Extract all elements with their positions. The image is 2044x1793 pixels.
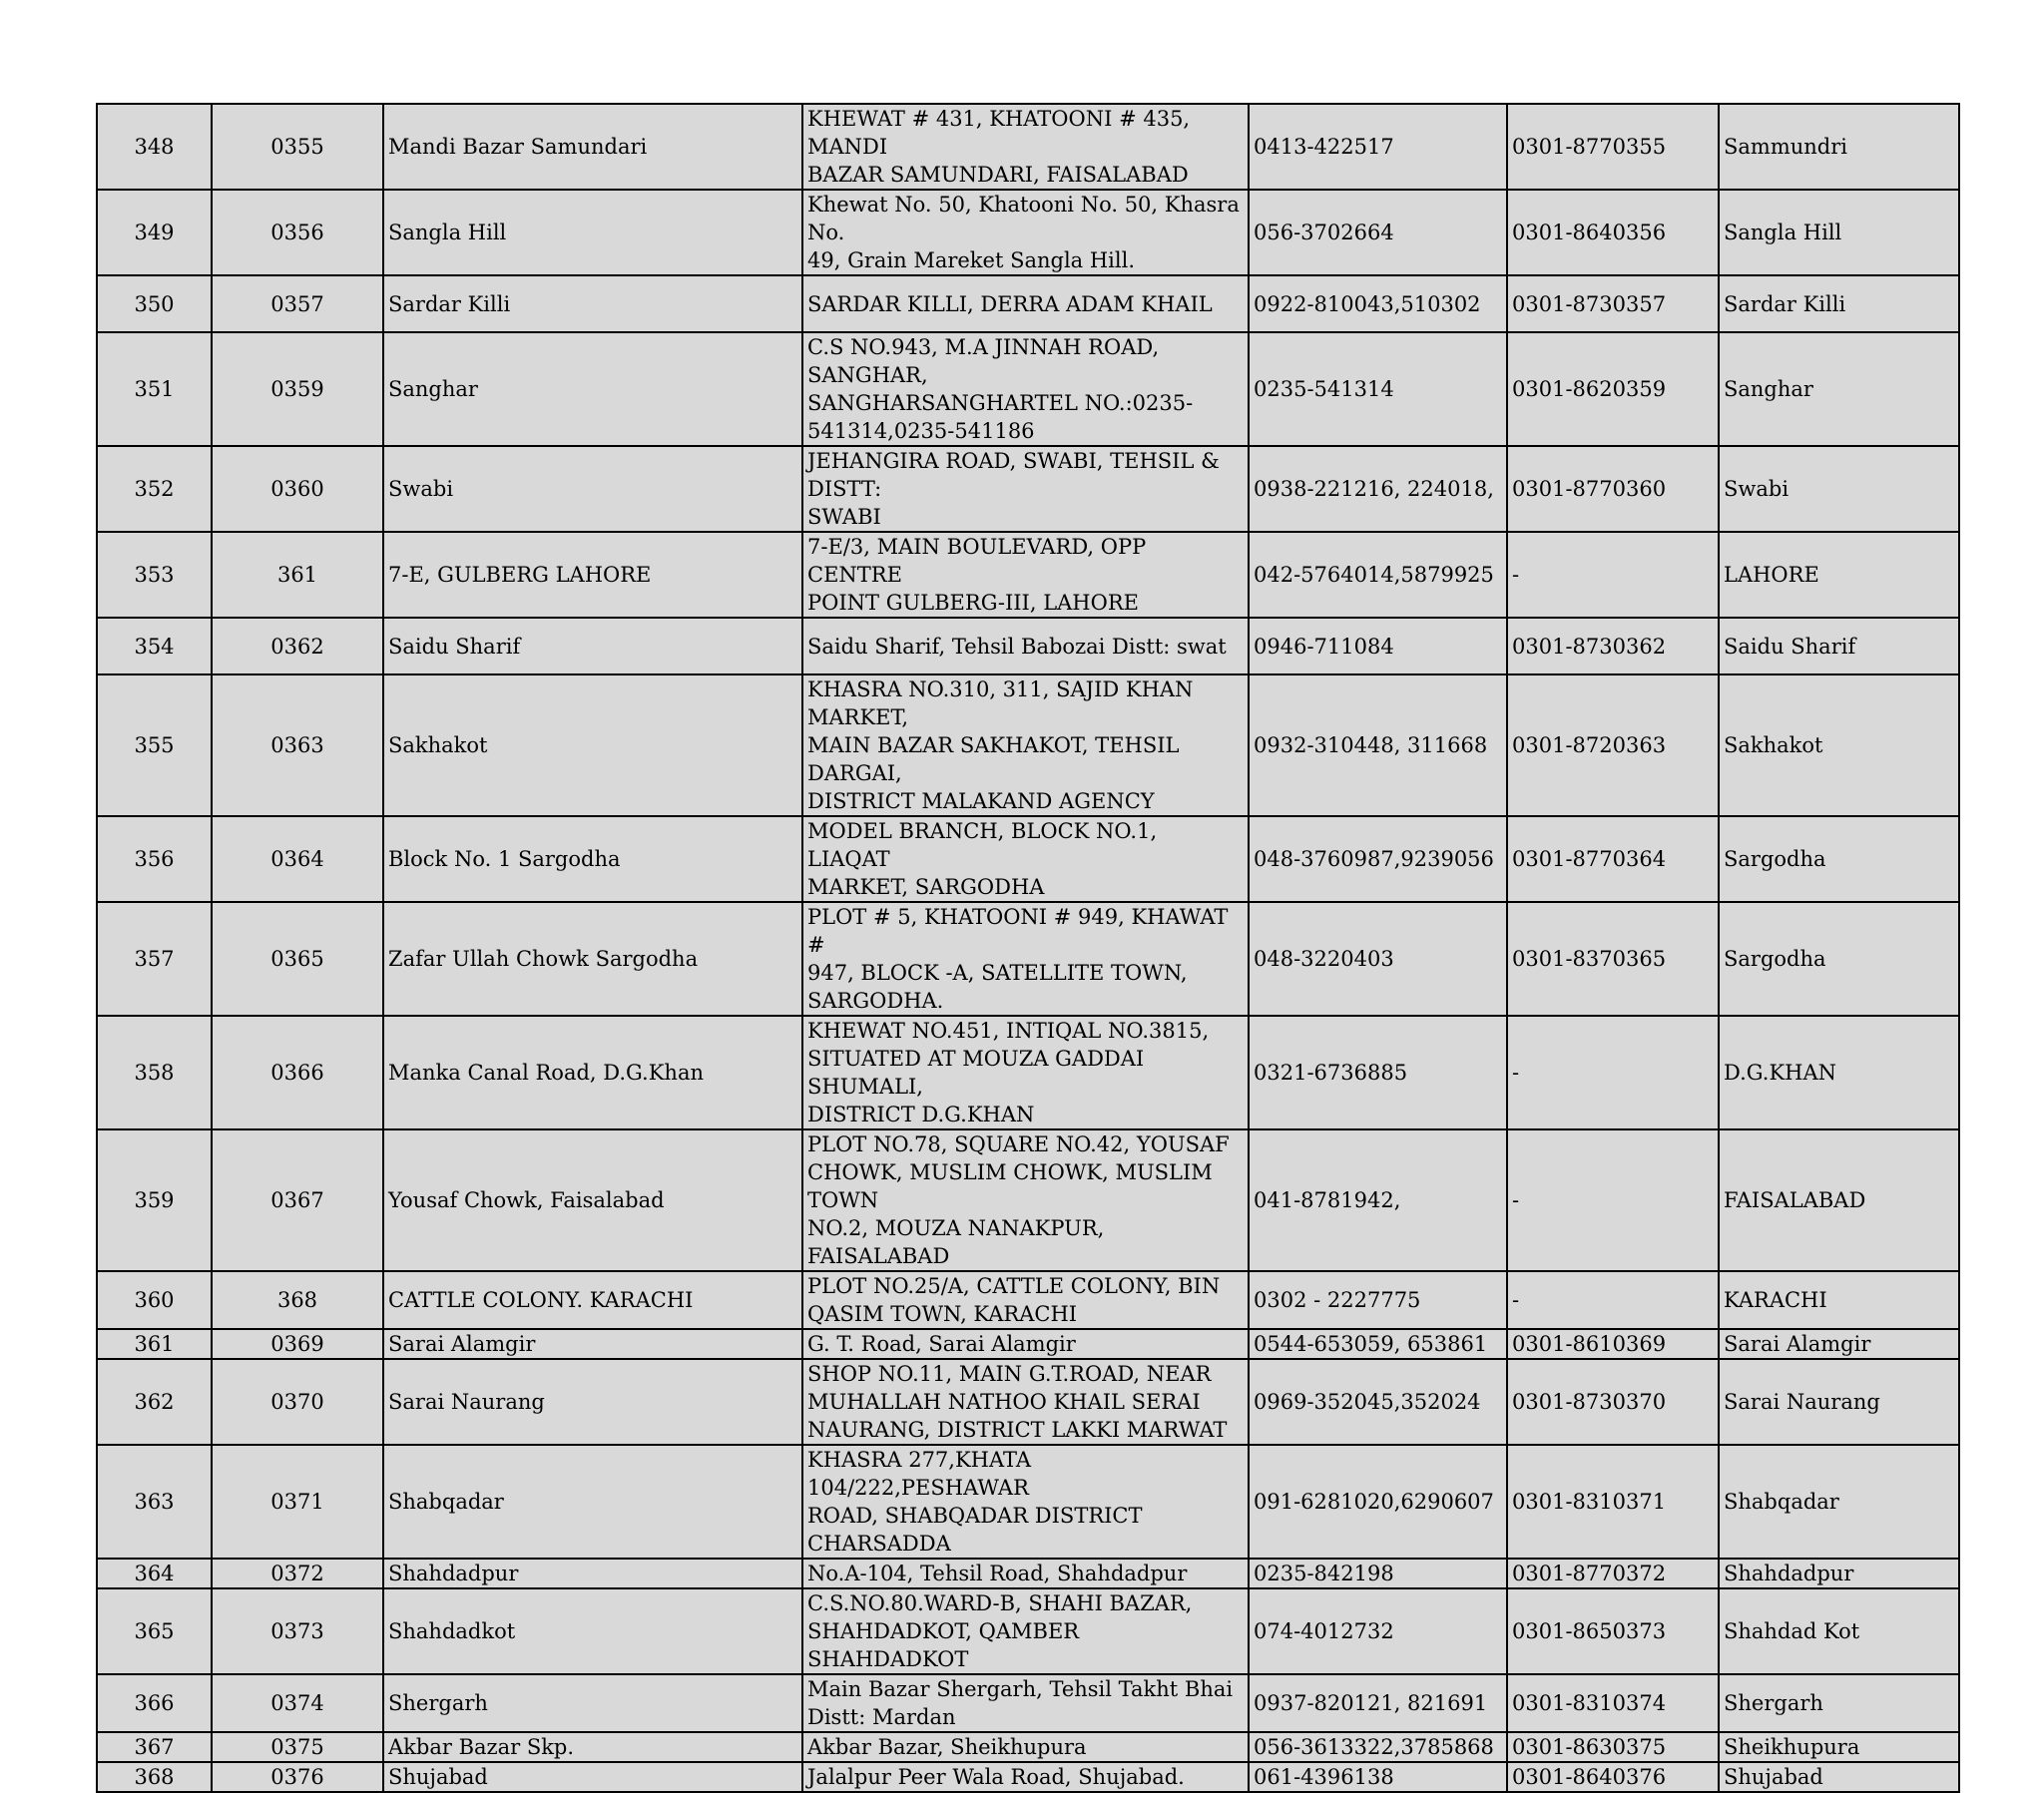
address-cell: Jalalpur Peer Wala Road, Shujabad. — [802, 1762, 1249, 1792]
branch-name-cell: Shahdadpur — [383, 1559, 802, 1588]
table-row — [97, 446, 1959, 532]
branch-code-cell: 0359 — [212, 332, 383, 446]
table-body — [97, 104, 1959, 1792]
address-cell: SARDAR KILLI, DERRA ADAM KHAIL — [802, 275, 1249, 332]
phone-cell: 042-5764014,5879925 — [1249, 532, 1507, 618]
table-row — [97, 816, 1959, 902]
address-cell: MODEL BRANCH, BLOCK NO.1, LIAQAT MARKET, SARGODHA — [802, 816, 1249, 902]
address-cell: PLOT NO.25/A, CATTLE COLONY, BIN QASIM TOWN, KARACHI — [802, 1271, 1249, 1329]
phone-cell: 0946-711084 — [1249, 618, 1507, 674]
branch-name-cell: Shujabad — [383, 1762, 802, 1792]
serial-number-cell: 363 — [97, 1445, 212, 1559]
branch-name-cell: Sanghar — [383, 332, 802, 446]
branch-name-cell: Swabi — [383, 446, 802, 532]
city-cell: Swabi — [1719, 446, 1959, 532]
phone-cell: 056-3613322,3785868 — [1249, 1732, 1507, 1762]
serial-number-cell: 349 — [97, 190, 212, 275]
branch-code-cell: 0374 — [212, 1674, 383, 1732]
phone-cell: 0413-422517 — [1249, 104, 1507, 190]
branch-name-cell: CATTLE COLONY. KARACHI — [383, 1271, 802, 1329]
table-row — [97, 1329, 1959, 1359]
branch-code-cell: 0375 — [212, 1732, 383, 1762]
branch-code-cell: 0362 — [212, 618, 383, 674]
serial-number-cell: 351 — [97, 332, 212, 446]
table-row — [97, 1674, 1959, 1732]
branch-code-cell: 0365 — [212, 902, 383, 1016]
branch-name-cell: Sarai Alamgir — [383, 1329, 802, 1359]
mobile-cell: 0301-8720363 — [1507, 674, 1719, 816]
mobile-cell: 0301-8770355 — [1507, 104, 1719, 190]
mobile-cell: 0301-8620359 — [1507, 332, 1719, 446]
table-row — [97, 332, 1959, 446]
branch-table — [96, 103, 1960, 1793]
address-cell: SHOP NO.11, MAIN G.T.ROAD, NEAR MUHALLAH NATHOO KHAIL SERAI NAURANG, DISTRICT LAKKI MARWAT — [802, 1359, 1249, 1445]
serial-number-cell: 353 — [97, 532, 212, 618]
branch-name-cell: Zafar Ullah Chowk Sargodha — [383, 902, 802, 1016]
branch-name-cell: Block No. 1 Sargodha — [383, 816, 802, 902]
mobile-cell: 0301-8770360 — [1507, 446, 1719, 532]
branch-name-cell: 7-E, GULBERG LAHORE — [383, 532, 802, 618]
address-cell: Khewat No. 50, Khatooni No. 50, Khasra No. 49, Grain Mareket Sangla Hill. — [802, 190, 1249, 275]
city-cell: Shergarh — [1719, 1674, 1959, 1732]
table-row — [97, 1271, 1959, 1329]
city-cell: KARACHI — [1719, 1271, 1959, 1329]
branch-name-cell: Saidu Sharif — [383, 618, 802, 674]
mobile-cell: - — [1507, 1129, 1719, 1271]
branch-code-cell: 0372 — [212, 1559, 383, 1588]
phone-cell: 0544-653059, 653861 — [1249, 1329, 1507, 1359]
branch-name-cell: Shergarh — [383, 1674, 802, 1732]
table-row — [97, 275, 1959, 332]
serial-number-cell: 367 — [97, 1732, 212, 1762]
city-cell: Sakhakot — [1719, 674, 1959, 816]
city-cell: D.G.KHAN — [1719, 1016, 1959, 1129]
address-cell: Saidu Sharif, Tehsil Babozai Distt: swat — [802, 618, 1249, 674]
mobile-cell: - — [1507, 1016, 1719, 1129]
city-cell: Sargodha — [1719, 902, 1959, 1016]
branch-code-cell: 0370 — [212, 1359, 383, 1445]
phone-cell: 0932-310448, 311668 — [1249, 674, 1507, 816]
branch-name-cell: Shahdadkot — [383, 1588, 802, 1674]
city-cell: Saidu Sharif — [1719, 618, 1959, 674]
city-cell: Sammundri — [1719, 104, 1959, 190]
phone-cell: 0321-6736885 — [1249, 1016, 1507, 1129]
table-row — [97, 1359, 1959, 1445]
phone-cell: 0938-221216, 224018, — [1249, 446, 1507, 532]
address-cell: JEHANGIRA ROAD, SWABI, TEHSIL & DISTT: SWABI — [802, 446, 1249, 532]
serial-number-cell: 352 — [97, 446, 212, 532]
branch-code-cell: 0364 — [212, 816, 383, 902]
serial-number-cell: 365 — [97, 1588, 212, 1674]
phone-cell: 091-6281020,6290607 — [1249, 1445, 1507, 1559]
address-cell: KHASRA 277,KHATA 104/222,PESHAWAR ROAD, SHABQADAR DISTRICT CHARSADDA — [802, 1445, 1249, 1559]
branch-code-cell: 0356 — [212, 190, 383, 275]
city-cell: Shahdad Kot — [1719, 1588, 1959, 1674]
branch-code-cell: 361 — [212, 532, 383, 618]
table-row — [97, 618, 1959, 674]
city-cell: Shahdadpur — [1719, 1559, 1959, 1588]
branch-name-cell: Sarai Naurang — [383, 1359, 802, 1445]
city-cell: Sangla Hill — [1719, 190, 1959, 275]
address-cell: PLOT NO.78, SQUARE NO.42, YOUSAF CHOWK, MUSLIM CHOWK, MUSLIM TOWN NO.2, MOUZA NANAKPUR, FAISALABAD — [802, 1129, 1249, 1271]
serial-number-cell: 356 — [97, 816, 212, 902]
branch-name-cell: Sangla Hill — [383, 190, 802, 275]
serial-number-cell: 359 — [97, 1129, 212, 1271]
table-row — [97, 1445, 1959, 1559]
branch-code-cell: 0371 — [212, 1445, 383, 1559]
serial-number-cell: 360 — [97, 1271, 212, 1329]
serial-number-cell: 350 — [97, 275, 212, 332]
phone-cell: 0937-820121, 821691 — [1249, 1674, 1507, 1732]
serial-number-cell: 357 — [97, 902, 212, 1016]
table-row — [97, 902, 1959, 1016]
address-cell: PLOT # 5, KHATOONI # 949, KHAWAT # 947, BLOCK -A, SATELLITE TOWN, SARGODHA. — [802, 902, 1249, 1016]
phone-cell: 056-3702664 — [1249, 190, 1507, 275]
branch-code-cell: 0373 — [212, 1588, 383, 1674]
table-row — [97, 532, 1959, 618]
address-cell: G. T. Road, Sarai Alamgir — [802, 1329, 1249, 1359]
table-row — [97, 1129, 1959, 1271]
mobile-cell: 0301-8770372 — [1507, 1559, 1719, 1588]
phone-cell: 048-3760987,9239056 — [1249, 816, 1507, 902]
mobile-cell: 0301-8310374 — [1507, 1674, 1719, 1732]
mobile-cell: 0301-8640376 — [1507, 1762, 1719, 1792]
address-cell: KHEWAT # 431, KHATOONI # 435, MANDI BAZAR SAMUNDARI, FAISALABAD — [802, 104, 1249, 190]
city-cell: Sargodha — [1719, 816, 1959, 902]
table-row — [97, 190, 1959, 275]
serial-number-cell: 361 — [97, 1329, 212, 1359]
table-row — [97, 1732, 1959, 1762]
mobile-cell: - — [1507, 1271, 1719, 1329]
city-cell: Sheikhupura — [1719, 1732, 1959, 1762]
mobile-cell: 0301-8370365 — [1507, 902, 1719, 1016]
city-cell: LAHORE — [1719, 532, 1959, 618]
phone-cell: 0969-352045,352024 — [1249, 1359, 1507, 1445]
branch-code-cell: 0360 — [212, 446, 383, 532]
phone-cell: 061-4396138 — [1249, 1762, 1507, 1792]
city-cell: Sanghar — [1719, 332, 1959, 446]
phone-cell: 041-8781942, — [1249, 1129, 1507, 1271]
serial-number-cell: 368 — [97, 1762, 212, 1792]
branch-code-cell: 0376 — [212, 1762, 383, 1792]
phone-cell: 0235-541314 — [1249, 332, 1507, 446]
address-cell: 7-E/3, MAIN BOULEVARD, OPP CENTRE POINT GULBERG-III, LAHORE — [802, 532, 1249, 618]
branch-code-cell: 0367 — [212, 1129, 383, 1271]
serial-number-cell: 358 — [97, 1016, 212, 1129]
branch-name-cell: Yousaf Chowk, Faisalabad — [383, 1129, 802, 1271]
mobile-cell: 0301-8650373 — [1507, 1588, 1719, 1674]
branch-code-cell: 0357 — [212, 275, 383, 332]
branch-name-cell: Shabqadar — [383, 1445, 802, 1559]
serial-number-cell: 355 — [97, 674, 212, 816]
address-cell: KHASRA NO.310, 311, SAJID KHAN MARKET, MAIN BAZAR SAKHAKOT, TEHSIL DARGAI, DISTRICT MALAKAND AGENCY — [802, 674, 1249, 816]
mobile-cell: 0301-8640356 — [1507, 190, 1719, 275]
address-cell: C.S.NO.80.WARD-B, SHAHI BAZAR, SHAHDADKOT, QAMBER SHAHDADKOT — [802, 1588, 1249, 1674]
phone-cell: 0235-842198 — [1249, 1559, 1507, 1588]
address-cell: C.S NO.943, M.A JINNAH ROAD, SANGHAR, SANGHARSANGHARTEL NO.:0235- 541314,0235-541186 — [802, 332, 1249, 446]
phone-cell: 074-4012732 — [1249, 1588, 1507, 1674]
mobile-cell: 0301-8730370 — [1507, 1359, 1719, 1445]
branch-name-cell: Manka Canal Road, D.G.Khan — [383, 1016, 802, 1129]
branch-name-cell: Mandi Bazar Samundari — [383, 104, 802, 190]
branch-code-cell: 0363 — [212, 674, 383, 816]
table-row — [97, 1588, 1959, 1674]
table-row — [97, 1762, 1959, 1792]
serial-number-cell: 348 — [97, 104, 212, 190]
mobile-cell: 0301-8770364 — [1507, 816, 1719, 902]
phone-cell: 048-3220403 — [1249, 902, 1507, 1016]
serial-number-cell: 362 — [97, 1359, 212, 1445]
branch-code-cell: 0369 — [212, 1329, 383, 1359]
table-row — [97, 1559, 1959, 1588]
mobile-cell: 0301-8730362 — [1507, 618, 1719, 674]
address-cell: Akbar Bazar, Sheikhupura — [802, 1732, 1249, 1762]
address-cell: Main Bazar Shergarh, Tehsil Takht Bhai Distt: Mardan — [802, 1674, 1249, 1732]
branch-name-cell: Sardar Killi — [383, 275, 802, 332]
mobile-cell: 0301-8730357 — [1507, 275, 1719, 332]
branch-code-cell: 0366 — [212, 1016, 383, 1129]
serial-number-cell: 366 — [97, 1674, 212, 1732]
mobile-cell: - — [1507, 532, 1719, 618]
mobile-cell: 0301-8630375 — [1507, 1732, 1719, 1762]
mobile-cell: 0301-8610369 — [1507, 1329, 1719, 1359]
branch-name-cell: Akbar Bazar Skp. — [383, 1732, 802, 1762]
city-cell: Shujabad — [1719, 1762, 1959, 1792]
address-cell: No.A-104, Tehsil Road, Shahdadpur — [802, 1559, 1249, 1588]
serial-number-cell: 364 — [97, 1559, 212, 1588]
phone-cell: 0302 - 2227775 — [1249, 1271, 1507, 1329]
branch-code-cell: 368 — [212, 1271, 383, 1329]
address-cell: KHEWAT NO.451, INTIQAL NO.3815, SITUATED AT MOUZA GADDAI SHUMALI, DISTRICT D.G.KHAN — [802, 1016, 1249, 1129]
city-cell: Sarai Naurang — [1719, 1359, 1959, 1445]
serial-number-cell: 354 — [97, 618, 212, 674]
branch-code-cell: 0355 — [212, 104, 383, 190]
city-cell: Shabqadar — [1719, 1445, 1959, 1559]
city-cell: FAISALABAD — [1719, 1129, 1959, 1271]
city-cell: Sardar Killi — [1719, 275, 1959, 332]
mobile-cell: 0301-8310371 — [1507, 1445, 1719, 1559]
table-row — [97, 674, 1959, 816]
city-cell: Sarai Alamgir — [1719, 1329, 1959, 1359]
table-row — [97, 1016, 1959, 1129]
branch-name-cell: Sakhakot — [383, 674, 802, 816]
table-row — [97, 104, 1959, 190]
phone-cell: 0922-810043,510302 — [1249, 275, 1507, 332]
